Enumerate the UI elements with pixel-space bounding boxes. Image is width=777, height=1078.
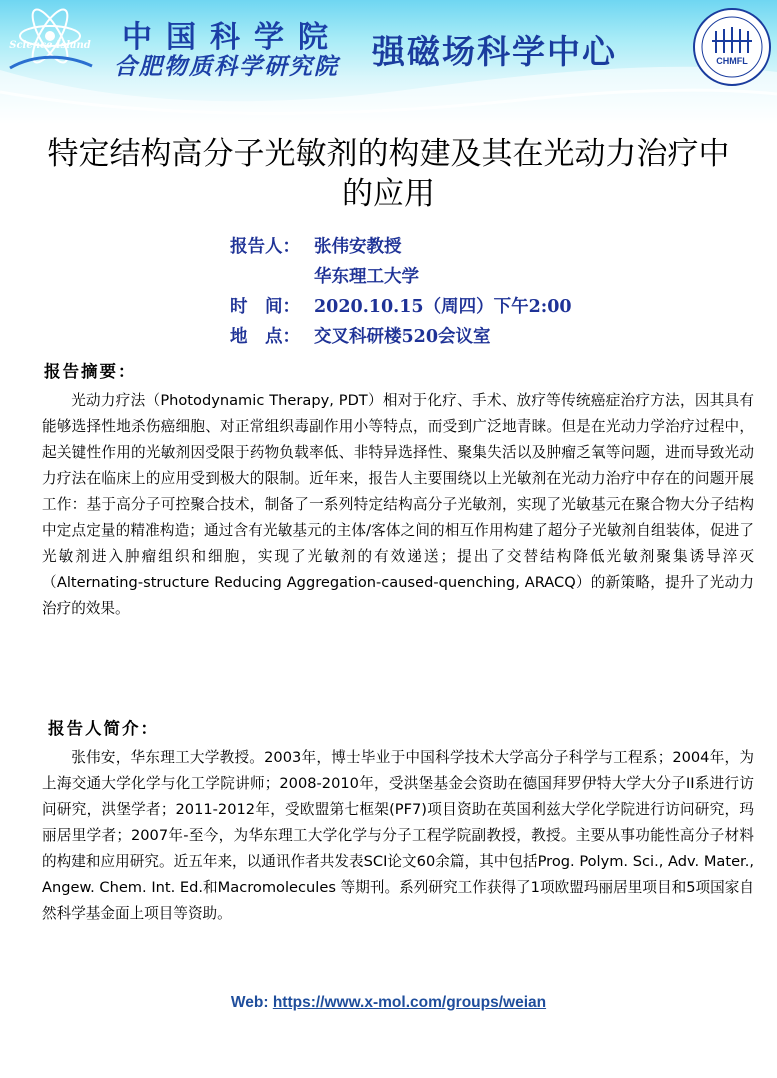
bio-heading: 报告人简介： <box>48 719 159 738</box>
speaker-label: 报告人： <box>230 237 300 257</box>
location-label: 地 点： <box>230 327 300 347</box>
bio-text: 张伟安，华东理工大学教授。2003年，博士毕业于中国科学技术大学高分子科学与工程系；2004年，为上海交通大学化学与化工学院讲师；2008-2010年，受洪堡基金会资助在德国拜罗伊特大学大分子II系进行访问研究，洪堡学者；2011-2012年，受欧盟第七框架(PF7)项目资助在英国利兹大学化学院进行访问研究，玛丽居里学者；2007年-至今，为华东理工大学化学与分子工程学院副教授，教授。主要从事功能性高分子材料的构建和应用研究。近五年来，以通讯作者共发表SCI论文60余篇，其中包括Prog. Polym. Sci., Adv. Mater., Angew. Chem. Int. Ed.和Macromolecules 等期刊。系列研究工作获得了1项欧盟玛丽居里项目和5项国家自然科学基金面上项目等资助。 <box>42 749 754 922</box>
speaker-name: 张伟安教授 <box>314 237 402 257</box>
time-value: 2020.10.15（周四）下午2:00 <box>314 297 572 317</box>
location-row <box>230 322 572 352</box>
left-logo-label: Science Island <box>9 40 91 51</box>
speaker-row <box>230 232 572 262</box>
header-banner <box>0 0 777 125</box>
talk-info <box>230 232 572 352</box>
time-label: 时 间： <box>230 297 300 317</box>
speaker-affiliation: 华东理工大学 <box>314 267 419 287</box>
time-row <box>230 292 572 322</box>
group-website-link[interactable]: https://www.x-mol.com/groups/weian <box>272 994 547 1011</box>
web-label: Web: <box>230 994 273 1011</box>
abstract-heading: 报告摘要： <box>44 362 137 381</box>
talk-title <box>0 134 777 214</box>
web-link-line <box>0 994 777 1012</box>
chmfl-logo <box>692 7 772 87</box>
location-value: 交叉科研楼520会议室 <box>314 327 491 347</box>
abstract-text: 光动力疗法（Photodynamic Therapy, PDT）相对于化疗、手术、放疗等传统癌症治疗方法，因其具有能够选择性地杀伤癌细胞、对正常组织毒副作用小等特点，而受到广泛地青睐。但是在光动力学治疗过程中，起关键性作用的光敏剂因受限于药物负载率低、非特异选择性、聚集失活以及肿瘤乏氧等问题，进而导致光动力疗法在临床上的应用受到极大的限制。近年来，报告人主要围绕以上光敏剂在光动力治疗中存在的问题开展工作：基于高分子可控聚合技术，制备了一系列特定结构高分子光敏剂，实现了光敏基元在聚合物大分子结构中定点定量的精准构造；通过含有光敏基元的主体/客体之间的相互作用构建了超分子光敏剂自组装体，促进了光敏剂进入肿瘤组织和细胞，实现了光敏剂的有效递送；提出了交替结构降低光敏剂聚集诱导淬灭（Alternating-structure Reducing Aggregation-caused-quenching, ARACQ）的新策略，提升了光动力治疗的效果。 <box>42 392 754 617</box>
center-title: 强磁场科学中心 <box>372 32 617 71</box>
right-logo-label: CHMFL <box>716 56 748 66</box>
talk-title-line-1: 特定结构高分子光敏剂的构建及其在光动力治疗中 <box>47 136 730 172</box>
affiliation-row <box>230 262 572 292</box>
cas-title: 中国科学院 <box>122 20 342 55</box>
cas-subtitle: 合肥物质科学研究院 <box>114 53 339 80</box>
science-island-logo <box>4 6 96 76</box>
talk-title-line-2: 的应用 <box>342 176 435 212</box>
